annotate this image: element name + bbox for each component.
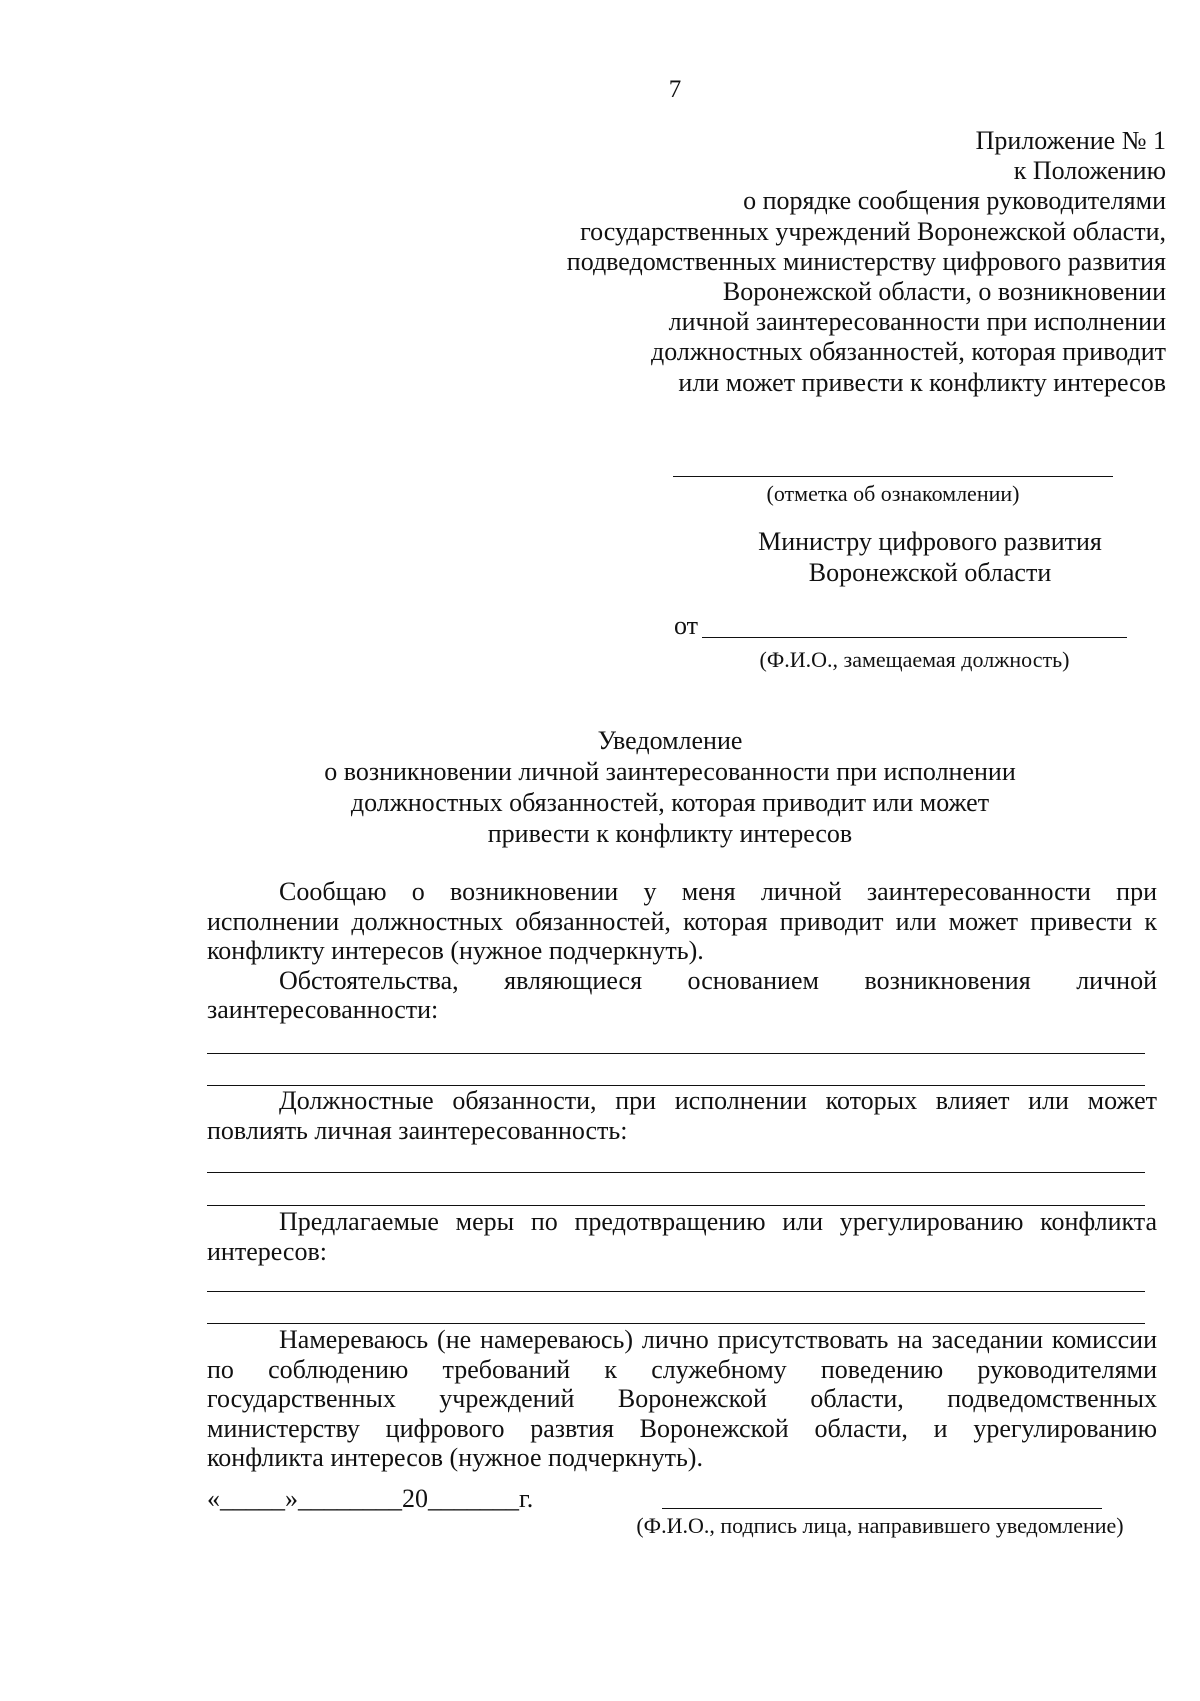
appendix-line: должностных обязанностей, которая приводит [650,337,1166,367]
from-name-field-line[interactable] [702,637,1127,638]
addressee-line: Министру цифрового развития [758,527,1102,556]
body-paragraph-group [207,1207,1157,1266]
appendix-line: государственных учреждений Воронежской области, [580,216,1166,246]
page-number: 7 [668,76,682,103]
acknowledgement-signature-line[interactable] [673,476,1113,477]
acknowledgement-caption: (отметка об ознакомлении) [766,481,1020,506]
appendix-line: Приложение № 1 [975,126,1166,155]
appendix-line: или может привести к конфликту интересов [678,367,1166,397]
appendix-line: Воронежской области, о возникновении [722,277,1166,307]
signature-field-line[interactable] [662,1508,1102,1509]
addressee-line: Воронежской области [808,558,1052,587]
paragraph-measures: Предлагаемые меры по предотвращению или урегулированию конфликта интересов: [207,1207,1157,1266]
measures-field-line[interactable] [207,1323,1145,1324]
addressee-block [670,526,1190,588]
from-label: от [674,611,699,640]
title-line: о возникновении личной заинтересованности при исполнении [324,757,1016,786]
paragraph-duties: Должностные обязанности, при исполнении которых влияет или может повлиять личная заинтересованность: [207,1086,1157,1145]
appendix-line: личной заинтересованности при исполнении [668,307,1166,337]
title-line: Уведомление [597,726,743,755]
circumstances-field-line[interactable] [207,1053,1145,1054]
date-field[interactable]: «_____»________20_______г. [207,1484,534,1513]
duties-field-line[interactable] [207,1172,1145,1173]
body-paragraph-group [207,1325,1157,1473]
paragraph-intention: Намереваюсь (не намереваюсь) лично присутствовать на заседании комиссии по соблюдению требований к служебному поведению руководителями государственных учреждений Воронежской области, подведомственных министерству цифрового развтия Воронежской области, и урегулированию конфликта интересов (нужное подчеркнуть). [207,1325,1157,1472]
appendix-header [446,126,1166,398]
appendix-line: подведомственных министерству цифрового развития [566,246,1166,276]
appendix-line: о порядке сообщения руководителями [743,186,1166,216]
notice-title [200,725,1140,849]
title-line: должностных обязанностей, которая приводит или может [350,788,990,817]
title-line: привести к конфликту интересов [487,819,853,848]
signature-caption: (Ф.И.О., подпись лица, направившего уведомление) [636,1513,1124,1538]
body-paragraph-group [207,877,1157,1025]
paragraph-report: Сообщаю о возникновении у меня личной заинтересованности при исполнении должностных обязанностей, которая приводит или может привести к конфликту интересов (нужное подчеркнуть). [207,877,1157,965]
paragraph-circumstances: Обстоятельства, являющиеся основанием возникновения личной заинтересованности: [207,965,1157,1024]
duties-field-line[interactable] [207,1205,1145,1206]
measures-field-line[interactable] [207,1291,1145,1292]
from-caption: (Ф.И.О., замещаемая должность) [759,647,1070,672]
appendix-line: к Положению [1013,156,1166,186]
body-paragraph-group [207,1086,1157,1145]
